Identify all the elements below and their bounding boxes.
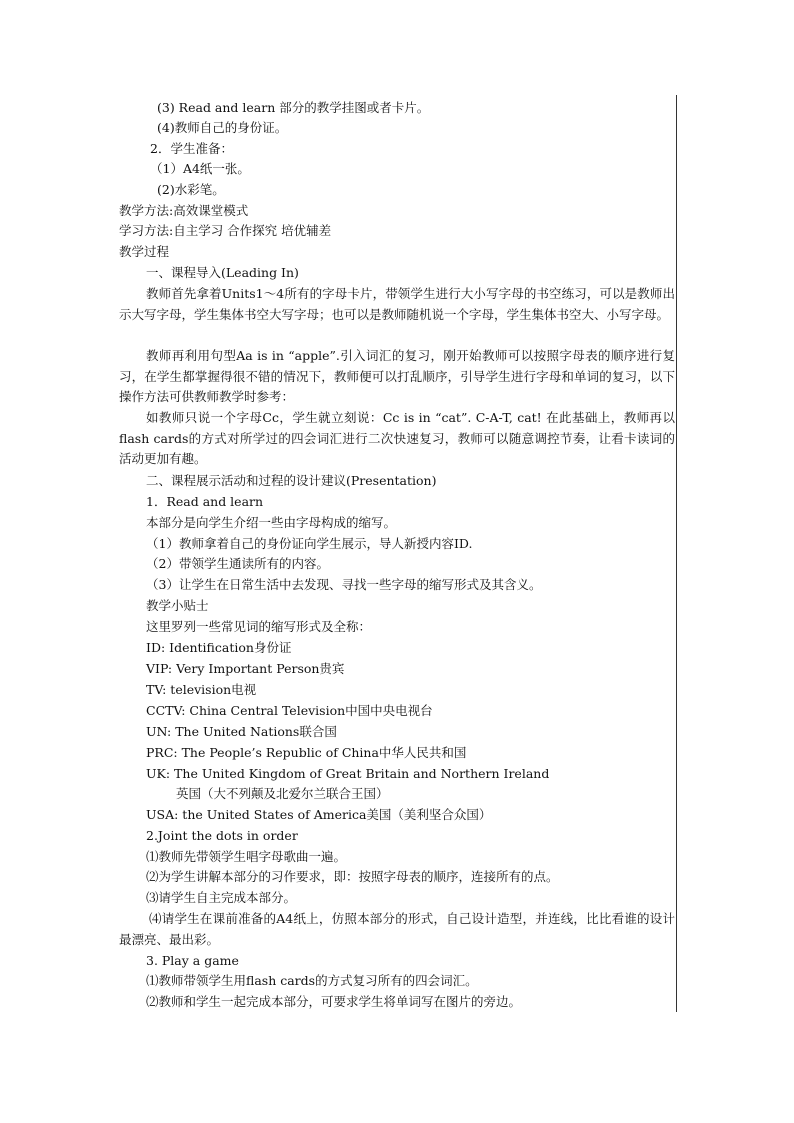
process-title: 教学过程 — [119, 244, 170, 259]
student-prep-heading: 2．学生准备： — [150, 141, 233, 156]
read-learn-step-2: （2）带领学生通读所有的内容。 — [146, 556, 329, 571]
abbr-uk: UK: The United Kingdom of Great Britain and Northern Ireland — [146, 766, 550, 781]
abbr-uk-chinese: 英国（大不列颠及北爱尔兰联合王国） — [176, 786, 389, 801]
read-learn-step-1: （1）教师拿着自己的身份证向学生展示，导人新授内容ID. — [146, 536, 473, 551]
section-2-heading: 二、课程展示活动和过程的设计建议(Presentation) — [146, 473, 437, 488]
play-game-heading: 3. Play a game — [146, 953, 239, 968]
abbr-id: ID: Identification身份证 — [146, 640, 292, 655]
play-game-step-2: ⑵教师和学生一起完成本部分，可要求学生将单词写在图片的旁边。 — [146, 994, 522, 1009]
learning-method: 学习方法:自主学习 合作探究 培优辅差 — [119, 223, 332, 238]
joint-dots-step-2: ⑵为学生讲解本部分的习作要求，即：按照字母表的顺序，连接所有的点。 — [146, 869, 559, 884]
read-learn-heading: 1．Read and learn — [146, 494, 264, 509]
prep-item-4: (4)教师自己的身份证。 — [157, 120, 288, 135]
student-prep-item-1: （1）A4纸一张。 — [150, 161, 250, 176]
abbr-vip: VIP: Very Important Person贵宾 — [146, 661, 345, 676]
abbr-usa: USA: the United States of America美国（美利坚合众国） — [146, 807, 492, 822]
read-learn-intro: 本部分是向学生介绍一些由字母构成的缩写。 — [146, 515, 397, 530]
joint-dots-step-3: ⑶请学生自主完成本部分。 — [146, 890, 297, 905]
student-prep-item-2: (2)水彩笔。 — [157, 182, 225, 197]
abbr-cctv: CCTV: China Central Television中国中央电视台 — [146, 703, 433, 718]
play-game-step-1: ⑴教师带领学生用flash cards的方式复习所有的四会词汇。 — [146, 973, 478, 988]
teaching-method: 教学方法:高效课堂模式 — [119, 203, 249, 218]
section-1-heading: 一、课程导入(Leading In) — [146, 265, 299, 280]
tips-title: 教学小贴士 — [146, 598, 209, 613]
prep-item-3: (3) Read and learn 部分的教学挂图或者卡片。 — [157, 100, 430, 115]
tips-intro: 这里罗列一些常见词的缩写形式及全称： — [146, 619, 372, 634]
paragraph-2: 教师再利用句型Aa is in “apple”.引入词汇的复习，刚开始教师可以按照字母表的顺序进行复习，在学生都掌握得很不错的情况下，教师便可以打乱顺序，引导学生进行字母和单词的复习，以下操作方法可供教师教学时参考： — [119, 348, 675, 405]
abbr-prc: PRC: The People’s Republic of China中华人民共和国 — [146, 745, 467, 760]
joint-dots-step-1: ⑴教师先带领学生唱字母歌曲一遍。 — [146, 849, 347, 864]
joint-dots-heading: 2.Joint the dots in order — [146, 828, 298, 843]
paragraph-1: 教师首先拿着Units1～4所有的字母卡片，带领学生进行大小写字母的书空练习，可以是教师出示大写字母，学生集体书空大写字母；也可以是教师随机说一个字母，学生集体书空大、小写字母。 — [119, 286, 675, 322]
paragraph-3: 如教师只说一个字母Cc，学生就立刻说：Cc is in “cat”. C-A-T, cat! 在此基础上，教师再以flash cards的方式对所学过的四会词汇进行二次快速复习，教师可以随意调控节奏，让看卡读词的活动更加有趣。 — [119, 410, 675, 467]
abbr-tv: TV: television电视 — [146, 682, 257, 697]
read-learn-step-3: （3）让学生在日常生活中去发现、寻找一些字母的缩写形式及其含义。 — [146, 577, 542, 592]
table-border-right — [676, 95, 677, 1012]
joint-dots-step-4: ⑷请学生在课前准备的A4纸上，仿照本部分的形式，自己设计造型，并连线，比比看谁的设计最漂亮、最出彩。 — [119, 911, 675, 947]
abbr-un: UN: The United Nations联合国 — [146, 724, 337, 739]
